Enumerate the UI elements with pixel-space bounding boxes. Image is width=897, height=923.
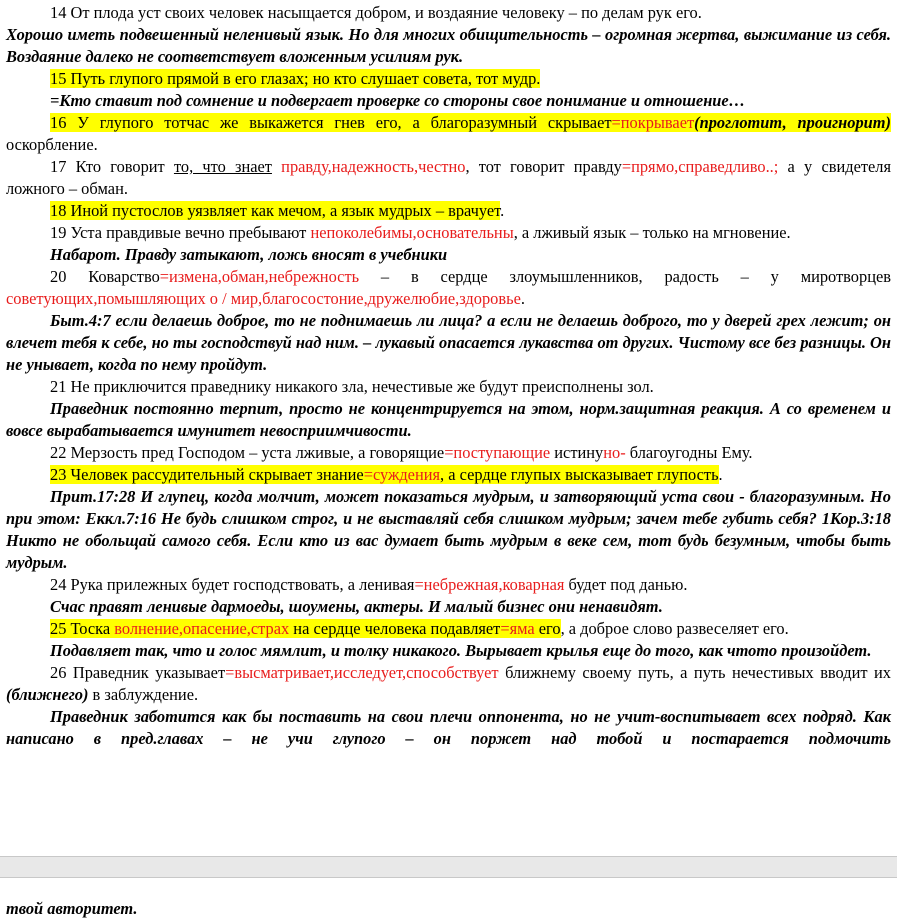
verse-17-space xyxy=(272,157,281,176)
comment-15: =Кто ставит под сомнение и подвергает проверке со стороны свое понимание и отношение… xyxy=(50,91,746,110)
comment-26: Праведник заботится как бы поставить на свои плечи оппонента, но не учит-воспитывает всех подряд. Как написано в пред.главах – не учи глупого – он поржет над тобой и постарается подмочить xyxy=(6,707,891,748)
verse-16-end: . xyxy=(93,135,98,154)
verse-17-red-2: =прямо,справедливо..; xyxy=(621,157,779,176)
verse-25-d: , а доброе слово развеселяет его. xyxy=(560,619,789,638)
verse-25-c: его xyxy=(534,619,561,638)
verse-26 xyxy=(6,662,891,706)
page-break-gap xyxy=(0,856,897,878)
verse-16-number: 16 xyxy=(50,113,67,132)
verse-20-c: . xyxy=(520,289,525,308)
verse-17-c: а у свидетеля ложного – обман. xyxy=(6,157,891,198)
verse-22 xyxy=(6,442,891,464)
verse-15-highlight: 15 Путь глупого прямой в его глазах; но кто слушает совета, тот мудр. xyxy=(50,69,541,88)
comment-21: Праведник постоянно терпит, просто не концентрируется на этом, норм.защитная реакция. А со временем и вовсе вырабатывается имунитет невосприимчивости. xyxy=(6,399,891,440)
verse-20-a: 20 Коварство xyxy=(50,267,160,286)
verse-25-b: на сердце человека подавляет xyxy=(289,619,501,638)
verse-19-b: , а лживый язык – только на мгновение. xyxy=(513,223,791,242)
verse-20-b: – в сердце злоумышленников, радость – у миротворцев xyxy=(359,267,891,286)
comment-19: Набарот. Правду затыкают, ложь вносят в учебники xyxy=(50,245,448,264)
comment-26-continuation: твой авторитет. xyxy=(6,899,138,918)
verse-22-a: 22 Мерзость пред Господом – уста лживые, а говорящие xyxy=(50,443,445,462)
verse-19-a: 19 Уста правдивые вечно пребывают xyxy=(50,223,311,242)
verse-23-a: 23 Человек рассудительный скрывает знание xyxy=(50,465,364,484)
verse-24 xyxy=(6,574,891,596)
verse-23 xyxy=(6,464,891,486)
verse-26-c: в заблуждение. xyxy=(88,685,199,704)
verse-20 xyxy=(6,266,891,310)
verse-26-b: ближнему своему путь, а путь нечестивых вводит их xyxy=(498,663,891,682)
verse-25-red-1: волнение,опасение,страх xyxy=(114,619,290,638)
verse-14 xyxy=(6,2,891,24)
comment-14: Хорошо иметь подвешенный неленивый язык. Но для многих обищительность – огромная жертва, выжимание из себя. Воздаяние далеко не соответствует вложенным усилиям рук. xyxy=(6,25,891,66)
verse-24-b: будет под данью. xyxy=(564,575,688,594)
verse-16-red: =покрывает xyxy=(611,113,695,132)
verse-21 xyxy=(6,376,891,398)
verse-20-red-1: =измена,обман,небрежность xyxy=(159,267,360,286)
comment-25: Подавляет так, что и голос мямлит, и толку никакого. Вырывает крылья еще до того, как чтото произойдет. xyxy=(50,641,872,660)
verse-16-bold: (проглотит, проигнорит) xyxy=(694,113,891,132)
verse-18 xyxy=(6,200,891,222)
verse-19 xyxy=(6,222,891,244)
verse-22-b: истину xyxy=(550,443,604,462)
verse-16 xyxy=(6,112,891,156)
verse-24-a: 24 Рука прилежных будет господствовать, а ленивая xyxy=(50,575,415,594)
verse-25-a: 25 Тоска xyxy=(50,619,115,638)
verse-26-a: 26 Праведник указывает xyxy=(50,663,226,682)
verse-15 xyxy=(6,68,891,90)
comment-20: Быт.4:7 если делаешь доброе, то не поднимаешь ли лица? а если не делаешь доброго, то у дверей грех лежит; он влечет тебя к себе, но ты господствуй над ним. – лукавый опасается лукавства от других. Чистому все без разницы. Он не унывает, когда по нему пройдут. xyxy=(6,311,891,374)
verse-25-red-2: =яма xyxy=(500,619,535,638)
verse-26-red: =высматривает,исследует,способствует xyxy=(225,663,499,682)
verse-18-end: . xyxy=(500,201,505,220)
verse-24-red: =небрежная,коварная xyxy=(414,575,565,594)
verse-26-bold: (ближнего) xyxy=(6,685,89,704)
verse-17-b: , тот говорит правду xyxy=(465,157,622,176)
verse-17-underlined: то, что знает xyxy=(173,157,272,176)
verse-21-text: 21 Не приключится праведнику никакого зла, нечестивые же будут преисполнены зол. xyxy=(50,377,654,396)
verse-23-b: , а сердце глупых высказывает глупость xyxy=(440,465,719,484)
verse-25 xyxy=(6,618,891,640)
comment-24: Счас правят ленивые дармоеды, шоумены, актеры. И малый бизнес они ненавидят. xyxy=(50,597,663,616)
verse-22-red-2: но- xyxy=(603,443,626,462)
verse-22-c: благоугодны Ему. xyxy=(625,443,753,462)
verse-17-a: 17 Кто говорит xyxy=(50,157,174,176)
verse-17-red-1: правду,надежность,честно xyxy=(281,157,466,176)
verse-22-red-1: =поступающие xyxy=(444,443,551,462)
verse-20-red-2: советующих,помышляющих о / мир,благосостоние,дружелюбие,здоровье xyxy=(6,289,521,308)
verse-19-red: непоколебимы,основательны xyxy=(310,223,514,242)
verse-23-end: . xyxy=(718,465,723,484)
verse-16-main: У глупого тотчас же выкажется гнев его, а благоразумный скрывает xyxy=(66,113,612,132)
verse-23-red: =суждения xyxy=(363,465,441,484)
verse-14-text: 14 От плода уст своих человек насыщается добром, и воздаяние человеку – по делам рук его. xyxy=(50,3,702,22)
verse-16-tail: оскорбление xyxy=(6,135,94,154)
verse-17 xyxy=(6,156,891,200)
document-page xyxy=(6,2,891,750)
comment-23: Прит.17:28 И глупец, когда молчит, может показаться мудрым, и затворяющий уста свои - благоразумным. Но при этом: Еккл.7:16 Не будь слишком строг, и не выставляй себя слишком мудрым; зачем тебе губить себя? 1Кор.3:18 Никто не обольщай самого себя. Если кто из вас думает быть мудрым в веке сем, тот будь безумным, чтобы быть мудрым. xyxy=(6,487,891,572)
document-page-2 xyxy=(6,898,891,920)
verse-18-highlight: 18 Иной пустослов уязвляет как мечом, а язык мудрых – врачует xyxy=(50,201,501,220)
